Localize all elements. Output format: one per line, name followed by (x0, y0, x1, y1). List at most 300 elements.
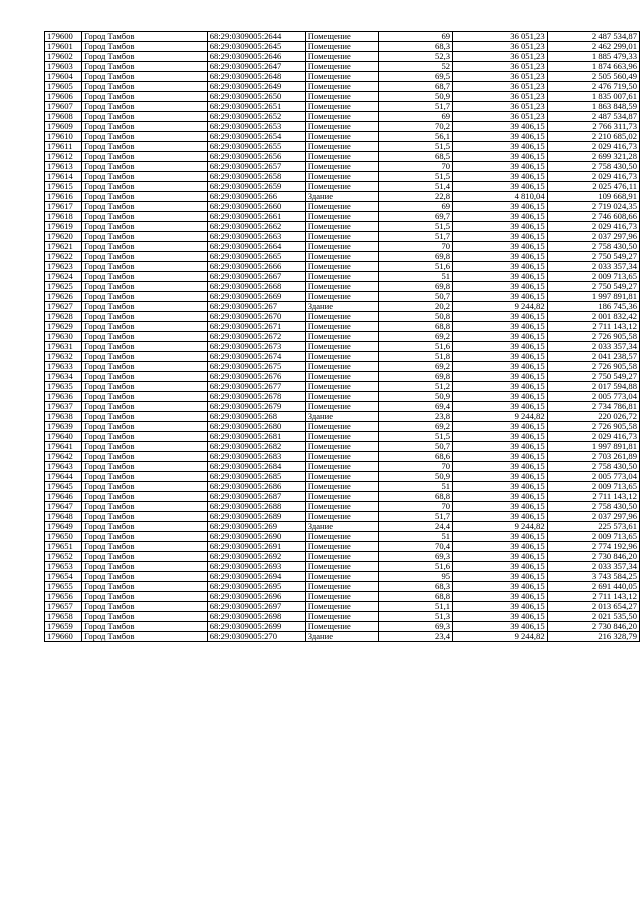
specific-value-cell: 39 406,15 (453, 212, 548, 222)
area-cell: 50,9 (379, 92, 453, 102)
city-cell: Город Тамбов (82, 572, 208, 582)
cadastral-value-cell: 225 573,61 (547, 522, 639, 532)
area-cell: 70 (379, 462, 453, 472)
cadastral-value-cell: 1 863 848,59 (547, 102, 639, 112)
row-number-cell: 179627 (45, 302, 82, 312)
object-type-cell: Здание (305, 192, 379, 202)
row-number-cell: 179630 (45, 332, 82, 342)
area-cell: 51 (379, 532, 453, 542)
cadastral-number-cell: 68:29:0309005:2651 (207, 102, 305, 112)
row-number-cell: 179619 (45, 222, 82, 232)
object-type-cell: Помещение (305, 222, 379, 232)
area-cell: 69 (379, 202, 453, 212)
cadastral-number-cell: 68:29:0309005:2648 (207, 72, 305, 82)
table-row (45, 452, 640, 462)
object-type-cell: Помещение (305, 172, 379, 182)
cadastral-value-cell: 2 487 534,87 (547, 112, 639, 122)
area-cell: 20,2 (379, 302, 453, 312)
object-type-cell: Здание (305, 412, 379, 422)
specific-value-cell: 39 406,15 (453, 312, 548, 322)
table-row (45, 182, 640, 192)
table-row (45, 522, 640, 532)
row-number-cell: 179622 (45, 252, 82, 262)
area-cell: 68,3 (379, 582, 453, 592)
object-type-cell: Помещение (305, 42, 379, 52)
table-row (45, 362, 640, 372)
cadastral-number-cell: 68:29:0309005:2697 (207, 602, 305, 612)
cadastral-value-cell: 2 033 357,34 (547, 342, 639, 352)
cadastral-number-cell: 68:29:0309005:2676 (207, 372, 305, 382)
specific-value-cell: 36 051,23 (453, 42, 548, 52)
cadastral-value-cell: 2 750 549,27 (547, 372, 639, 382)
table-row (45, 582, 640, 592)
city-cell: Город Тамбов (82, 192, 208, 202)
specific-value-cell: 39 406,15 (453, 452, 548, 462)
city-cell: Город Тамбов (82, 272, 208, 282)
cadastral-value-cell: 2 013 654,27 (547, 602, 639, 612)
row-number-cell: 179603 (45, 62, 82, 72)
cadastral-number-cell: 68:29:0309005:267 (207, 302, 305, 312)
table-row (45, 112, 640, 122)
city-cell: Город Тамбов (82, 212, 208, 222)
city-cell: Город Тамбов (82, 162, 208, 172)
cadastral-number-cell: 68:29:0309005:2647 (207, 62, 305, 72)
area-cell: 69,2 (379, 362, 453, 372)
cadastral-value-cell: 3 743 584,25 (547, 572, 639, 582)
cadastral-number-cell: 68:29:0309005:2699 (207, 622, 305, 632)
specific-value-cell: 36 051,23 (453, 102, 548, 112)
specific-value-cell: 39 406,15 (453, 222, 548, 232)
object-type-cell: Помещение (305, 182, 379, 192)
object-type-cell: Помещение (305, 532, 379, 542)
area-cell: 50,7 (379, 292, 453, 302)
table-row (45, 432, 640, 442)
row-number-cell: 179623 (45, 262, 82, 272)
specific-value-cell: 39 406,15 (453, 282, 548, 292)
table-row (45, 92, 640, 102)
row-number-cell: 179616 (45, 192, 82, 202)
row-number-cell: 179604 (45, 72, 82, 82)
cadastral-value-cell: 2 005 773,04 (547, 392, 639, 402)
table-row (45, 422, 640, 432)
city-cell: Город Тамбов (82, 542, 208, 552)
row-number-cell: 179645 (45, 482, 82, 492)
object-type-cell: Помещение (305, 512, 379, 522)
row-number-cell: 179609 (45, 122, 82, 132)
table-row (45, 52, 640, 62)
area-cell: 68,8 (379, 492, 453, 502)
cadastral-value-cell: 220 026,72 (547, 412, 639, 422)
area-cell: 52 (379, 62, 453, 72)
area-cell: 52,3 (379, 52, 453, 62)
cadastral-value-cell: 2 037 297,96 (547, 232, 639, 242)
specific-value-cell: 39 406,15 (453, 392, 548, 402)
city-cell: Город Тамбов (82, 522, 208, 532)
city-cell: Город Тамбов (82, 632, 208, 642)
city-cell: Город Тамбов (82, 372, 208, 382)
specific-value-cell: 39 406,15 (453, 252, 548, 262)
city-cell: Город Тамбов (82, 352, 208, 362)
cadastral-value-cell: 2 703 261,89 (547, 452, 639, 462)
city-cell: Город Тамбов (82, 322, 208, 332)
area-cell: 69 (379, 32, 453, 42)
object-type-cell: Помещение (305, 162, 379, 172)
table-row (45, 162, 640, 172)
cadastral-value-cell: 2 758 430,50 (547, 242, 639, 252)
table-row (45, 502, 640, 512)
row-number-cell: 179660 (45, 632, 82, 642)
city-cell: Город Тамбов (82, 482, 208, 492)
object-type-cell: Помещение (305, 312, 379, 322)
table-row (45, 132, 640, 142)
table-row (45, 552, 640, 562)
specific-value-cell: 39 406,15 (453, 352, 548, 362)
cadastral-number-cell: 68:29:0309005:2657 (207, 162, 305, 172)
specific-value-cell: 39 406,15 (453, 582, 548, 592)
specific-value-cell: 39 406,15 (453, 372, 548, 382)
city-cell: Город Тамбов (82, 622, 208, 632)
cadastral-value-cell: 2 774 192,96 (547, 542, 639, 552)
area-cell: 70,2 (379, 122, 453, 132)
table-row (45, 222, 640, 232)
table-row (45, 42, 640, 52)
row-number-cell: 179659 (45, 622, 82, 632)
cadastral-number-cell: 68:29:0309005:2659 (207, 182, 305, 192)
object-type-cell: Помещение (305, 402, 379, 412)
specific-value-cell: 39 406,15 (453, 572, 548, 582)
object-type-cell: Помещение (305, 442, 379, 452)
area-cell: 69,8 (379, 372, 453, 382)
object-type-cell: Здание (305, 302, 379, 312)
row-number-cell: 179611 (45, 142, 82, 152)
cadastral-value-cell: 2 029 416,73 (547, 222, 639, 232)
object-type-cell: Помещение (305, 32, 379, 42)
object-type-cell: Помещение (305, 332, 379, 342)
city-cell: Город Тамбов (82, 512, 208, 522)
cadastral-number-cell: 68:29:0309005:2646 (207, 52, 305, 62)
table-row (45, 412, 640, 422)
city-cell: Город Тамбов (82, 92, 208, 102)
row-number-cell: 179637 (45, 402, 82, 412)
row-number-cell: 179655 (45, 582, 82, 592)
table-row (45, 122, 640, 132)
specific-value-cell: 39 406,15 (453, 422, 548, 432)
area-cell: 68,3 (379, 42, 453, 52)
city-cell: Город Тамбов (82, 72, 208, 82)
cadastral-value-cell: 2 033 357,34 (547, 262, 639, 272)
cadastral-number-cell: 68:29:0309005:2650 (207, 92, 305, 102)
cadastral-number-cell: 68:29:0309005:2692 (207, 552, 305, 562)
cadastral-number-cell: 68:29:0309005:2658 (207, 172, 305, 182)
city-cell: Город Тамбов (82, 202, 208, 212)
row-number-cell: 179610 (45, 132, 82, 142)
row-number-cell: 179620 (45, 232, 82, 242)
city-cell: Город Тамбов (82, 232, 208, 242)
city-cell: Город Тамбов (82, 292, 208, 302)
row-number-cell: 179644 (45, 472, 82, 482)
row-number-cell: 179658 (45, 612, 82, 622)
table-row (45, 192, 640, 202)
area-cell: 51,7 (379, 232, 453, 242)
area-cell: 68,8 (379, 592, 453, 602)
area-cell: 68,5 (379, 152, 453, 162)
cadastral-number-cell: 68:29:0309005:2654 (207, 132, 305, 142)
city-cell: Город Тамбов (82, 102, 208, 112)
area-cell: 51,5 (379, 432, 453, 442)
city-cell: Город Тамбов (82, 112, 208, 122)
table-row (45, 602, 640, 612)
cadastral-value-cell: 1 997 891,81 (547, 292, 639, 302)
specific-value-cell: 36 051,23 (453, 52, 548, 62)
cadastral-number-cell: 68:29:0309005:2665 (207, 252, 305, 262)
city-cell: Город Тамбов (82, 52, 208, 62)
cadastral-number-cell: 68:29:0309005:2669 (207, 292, 305, 302)
row-number-cell: 179613 (45, 162, 82, 172)
specific-value-cell: 39 406,15 (453, 132, 548, 142)
object-type-cell: Помещение (305, 582, 379, 592)
cadastral-value-cell: 2 009 713,65 (547, 482, 639, 492)
city-cell: Город Тамбов (82, 612, 208, 622)
table-row (45, 542, 640, 552)
object-type-cell: Помещение (305, 572, 379, 582)
cadastral-number-cell: 68:29:0309005:2678 (207, 392, 305, 402)
city-cell: Город Тамбов (82, 282, 208, 292)
cadastral-number-cell: 68:29:0309005:2680 (207, 422, 305, 432)
table-row (45, 532, 640, 542)
city-cell: Город Тамбов (82, 442, 208, 452)
area-cell: 51,5 (379, 172, 453, 182)
row-number-cell: 179656 (45, 592, 82, 602)
area-cell: 69,2 (379, 332, 453, 342)
area-cell: 51,1 (379, 602, 453, 612)
cadastral-number-cell: 68:29:0309005:2679 (207, 402, 305, 412)
city-cell: Город Тамбов (82, 362, 208, 372)
area-cell: 68,6 (379, 452, 453, 462)
city-cell: Город Тамбов (82, 412, 208, 422)
table-row (45, 232, 640, 242)
row-number-cell: 179601 (45, 42, 82, 52)
row-number-cell: 179608 (45, 112, 82, 122)
cadastral-number-cell: 68:29:0309005:2681 (207, 432, 305, 442)
specific-value-cell: 39 406,15 (453, 562, 548, 572)
row-number-cell: 179631 (45, 342, 82, 352)
row-number-cell: 179642 (45, 452, 82, 462)
cadastral-number-cell: 68:29:0309005:270 (207, 632, 305, 642)
table-row (45, 152, 640, 162)
object-type-cell: Помещение (305, 262, 379, 272)
table-row (45, 292, 640, 302)
row-number-cell: 179634 (45, 372, 82, 382)
area-cell: 51 (379, 272, 453, 282)
object-type-cell: Помещение (305, 142, 379, 152)
specific-value-cell: 39 406,15 (453, 332, 548, 342)
cadastral-number-cell: 68:29:0309005:2685 (207, 472, 305, 482)
area-cell: 23,4 (379, 632, 453, 642)
table-row (45, 242, 640, 252)
object-type-cell: Помещение (305, 602, 379, 612)
cadastral-value-cell: 1 835 007,61 (547, 92, 639, 102)
object-type-cell: Помещение (305, 472, 379, 482)
area-cell: 69,3 (379, 552, 453, 562)
specific-value-cell: 39 406,15 (453, 122, 548, 132)
row-number-cell: 179607 (45, 102, 82, 112)
cadastral-value-cell: 2 711 143,12 (547, 322, 639, 332)
cadastral-value-cell: 2 711 143,12 (547, 592, 639, 602)
cadastral-number-cell: 68:29:0309005:2653 (207, 122, 305, 132)
row-number-cell: 179618 (45, 212, 82, 222)
specific-value-cell: 39 406,15 (453, 342, 548, 352)
specific-value-cell: 39 406,15 (453, 442, 548, 452)
city-cell: Город Тамбов (82, 302, 208, 312)
area-cell: 69 (379, 112, 453, 122)
specific-value-cell: 39 406,15 (453, 502, 548, 512)
specific-value-cell: 9 244,82 (453, 412, 548, 422)
city-cell: Город Тамбов (82, 502, 208, 512)
specific-value-cell: 39 406,15 (453, 612, 548, 622)
object-type-cell: Помещение (305, 422, 379, 432)
table-body (45, 32, 640, 642)
cadastral-value-cell: 2 001 832,42 (547, 312, 639, 322)
city-cell: Город Тамбов (82, 432, 208, 442)
cadastral-number-cell: 68:29:0309005:2663 (207, 232, 305, 242)
cadastral-number-cell: 68:29:0309005:2688 (207, 502, 305, 512)
cadastral-number-cell: 68:29:0309005:2671 (207, 322, 305, 332)
cadastral-value-cell: 2 750 549,27 (547, 282, 639, 292)
area-cell: 22,8 (379, 192, 453, 202)
specific-value-cell: 39 406,15 (453, 382, 548, 392)
row-number-cell: 179614 (45, 172, 82, 182)
cadastral-value-cell: 2 210 685,02 (547, 132, 639, 142)
cadastral-number-cell: 68:29:0309005:2689 (207, 512, 305, 522)
table-row (45, 332, 640, 342)
row-number-cell: 179625 (45, 282, 82, 292)
area-cell: 51,5 (379, 222, 453, 232)
object-type-cell: Помещение (305, 502, 379, 512)
row-number-cell: 179606 (45, 92, 82, 102)
specific-value-cell: 39 406,15 (453, 162, 548, 172)
cadastral-number-cell: 68:29:0309005:2670 (207, 312, 305, 322)
area-cell: 51,3 (379, 612, 453, 622)
specific-value-cell: 36 051,23 (453, 112, 548, 122)
specific-value-cell: 39 406,15 (453, 552, 548, 562)
cadastral-number-cell: 68:29:0309005:2677 (207, 382, 305, 392)
row-number-cell: 179657 (45, 602, 82, 612)
area-cell: 69,8 (379, 282, 453, 292)
cadastral-number-cell: 68:29:0309005:2698 (207, 612, 305, 622)
table-row (45, 142, 640, 152)
cadastral-value-cell: 1 874 663,96 (547, 62, 639, 72)
cadastral-number-cell: 68:29:0309005:2672 (207, 332, 305, 342)
object-type-cell: Помещение (305, 82, 379, 92)
cadastral-value-cell: 1 885 479,33 (547, 52, 639, 62)
area-cell: 68,7 (379, 82, 453, 92)
object-type-cell: Помещение (305, 612, 379, 622)
cadastral-value-cell: 2 750 549,27 (547, 252, 639, 262)
cadastral-number-cell: 68:29:0309005:2686 (207, 482, 305, 492)
row-number-cell: 179615 (45, 182, 82, 192)
cadastral-value-cell: 2 691 440,05 (547, 582, 639, 592)
cadastral-value-cell: 2 726 905,58 (547, 332, 639, 342)
table-row (45, 382, 640, 392)
object-type-cell: Здание (305, 632, 379, 642)
table-row (45, 252, 640, 262)
object-type-cell: Помещение (305, 592, 379, 602)
cadastral-value-cell: 2 009 713,65 (547, 272, 639, 282)
cadastral-value-cell: 2 734 786,81 (547, 402, 639, 412)
cadastral-value-cell: 2 711 143,12 (547, 492, 639, 502)
object-type-cell: Помещение (305, 322, 379, 332)
city-cell: Город Тамбов (82, 562, 208, 572)
row-number-cell: 179600 (45, 32, 82, 42)
cadastral-value-cell: 2 719 024,35 (547, 202, 639, 212)
table-row (45, 302, 640, 312)
object-type-cell: Помещение (305, 102, 379, 112)
city-cell: Город Тамбов (82, 532, 208, 542)
object-type-cell: Помещение (305, 352, 379, 362)
area-cell: 70 (379, 242, 453, 252)
object-type-cell: Помещение (305, 242, 379, 252)
area-cell: 69,8 (379, 252, 453, 262)
row-number-cell: 179654 (45, 572, 82, 582)
row-number-cell: 179640 (45, 432, 82, 442)
cadastral-number-cell: 68:29:0309005:2666 (207, 262, 305, 272)
row-number-cell: 179621 (45, 242, 82, 252)
city-cell: Город Тамбов (82, 592, 208, 602)
area-cell: 70 (379, 162, 453, 172)
specific-value-cell: 36 051,23 (453, 32, 548, 42)
cadastral-value-cell: 2 746 608,66 (547, 212, 639, 222)
cadastral-number-cell: 68:29:0309005:2682 (207, 442, 305, 452)
cadastral-number-cell: 68:29:0309005:2649 (207, 82, 305, 92)
row-number-cell: 179648 (45, 512, 82, 522)
row-number-cell: 179651 (45, 542, 82, 552)
cadastral-number-cell: 68:29:0309005:268 (207, 412, 305, 422)
cadastral-number-cell: 68:29:0309005:2667 (207, 272, 305, 282)
object-type-cell: Помещение (305, 382, 379, 392)
row-number-cell: 179652 (45, 552, 82, 562)
cadastral-number-cell: 68:29:0309005:2695 (207, 582, 305, 592)
cadastral-number-cell: 68:29:0309005:2662 (207, 222, 305, 232)
cadastral-value-cell: 2 021 535,50 (547, 612, 639, 622)
object-type-cell: Помещение (305, 622, 379, 632)
specific-value-cell: 39 406,15 (453, 532, 548, 542)
object-type-cell: Помещение (305, 362, 379, 372)
table-row (45, 592, 640, 602)
city-cell: Город Тамбов (82, 422, 208, 432)
city-cell: Город Тамбов (82, 182, 208, 192)
object-type-cell: Помещение (305, 452, 379, 462)
specific-value-cell: 9 244,82 (453, 632, 548, 642)
cadastral-value-cell: 216 328,79 (547, 632, 639, 642)
row-number-cell: 179626 (45, 292, 82, 302)
table-row (45, 562, 640, 572)
object-type-cell: Помещение (305, 132, 379, 142)
city-cell: Город Тамбов (82, 62, 208, 72)
city-cell: Город Тамбов (82, 332, 208, 342)
cadastral-value-cell: 2 029 416,73 (547, 172, 639, 182)
object-type-cell: Помещение (305, 482, 379, 492)
table-row (45, 472, 640, 482)
specific-value-cell: 39 406,15 (453, 172, 548, 182)
table-row (45, 462, 640, 472)
row-number-cell: 179605 (45, 82, 82, 92)
cadastral-number-cell: 68:29:0309005:2660 (207, 202, 305, 212)
cadastral-number-cell: 68:29:0309005:2687 (207, 492, 305, 502)
row-number-cell: 179646 (45, 492, 82, 502)
city-cell: Город Тамбов (82, 582, 208, 592)
object-type-cell: Помещение (305, 462, 379, 472)
area-cell: 51,8 (379, 352, 453, 362)
